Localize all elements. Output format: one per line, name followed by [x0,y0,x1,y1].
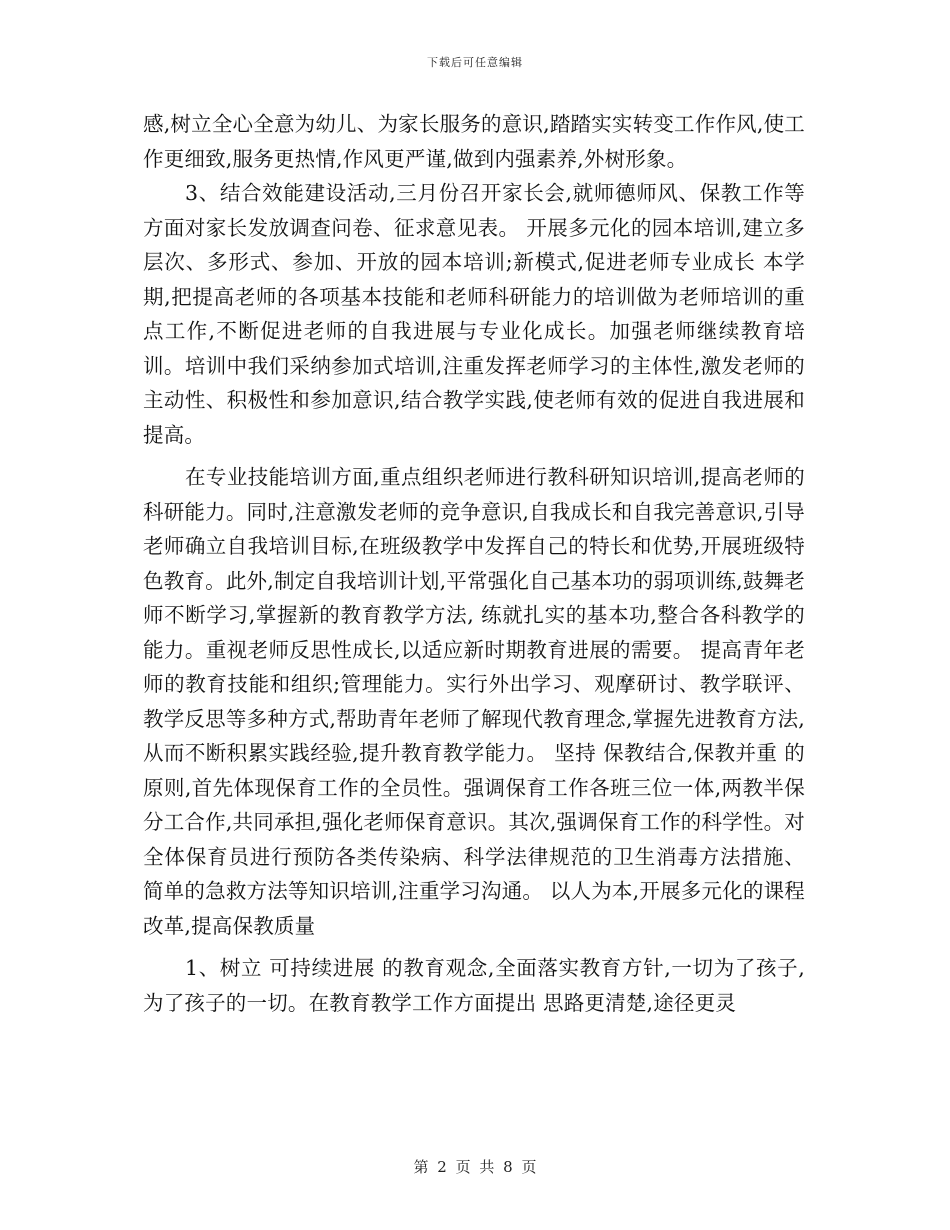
paragraph-skills-training: 在专业技能培训方面,重点组织老师进行教科研知识培训,提高老师的科研能力。同时,注意激发老师的竞争意识,自我成长和自我完善意识,引导老师确立自我培训目标,在班级教学中发挥自己的特长和优势,开展班级特色教育。此外,制定自我培训计划,平常强化自己基本功的弱项训练,鼓舞老师不断学习,掌握新的教育教学方法, 练就扎实的基本功,整合各科教学的能力。重视老师反思性成长,以适应新时期教育进展的需要。 提高青年老师的教育技能和组织;管理能力。实行外出学习、观摩研讨、教学联评、教学反思等多种方式,帮助青年老师了解现代教育理念,掌握先进教育方法,从而不断积累实践经验,提升教育教学能力。 坚持 保教结合,保教并重 的原则,首先体现保育工作的全员性。强调保育工作各班三位一体,两教半保分工合作,共同承担,强化老师保育意识。其次,强调保育工作的科学性。对全体保育员进行预防各类传染病、科学法律规范的卫生消毒方法措施、简单的急救方法等知识培训,注重学习沟通。 以人为本,开展多元化的课程改革,提高保教质量 [143,465,805,938]
paragraph-item-1: 1、树立 可持续进展 的教育观念,全面落实教育方针,一切为了孩子,为了孩子的一切。在教育教学工作方面提出 思路更清楚,途径更灵 [143,956,805,1015]
page-number: 第 2 页 共 8 页 [413,1158,537,1176]
page-header-note: 下载后可任意编辑 [427,56,523,69]
paragraph-continuation: 感,树立全心全意为幼儿、为家长服务的意识,踏踏实实转变工作作风,使工作更细致,服务更热情,作风更严谨,做到内强素养,外树形象。 [143,112,805,171]
paragraph-item-3: 3、结合效能建设活动,三月份召开家长会,就师德师风、保教工作等方面对家长发放调查问卷、征求意见表。 开展多元化的园本培训,建立多层次、多形式、参加、开放的园本培训;新模式,促进老师专业成长 本学期,把提高老师的各项基本技能和老师科研能力的培训做为老师培训的重点工作,不断促进老师的自我进展与专业化成长。加强老师继续教育培训。培训中我们采纳参加式培训,注重发挥老师学习的主体性,激发老师的主动性、积极性和参加意识,结合教学实践,使老师有效的促进自我进展和提高。 [143,181,805,447]
document-body [143,107,805,1020]
